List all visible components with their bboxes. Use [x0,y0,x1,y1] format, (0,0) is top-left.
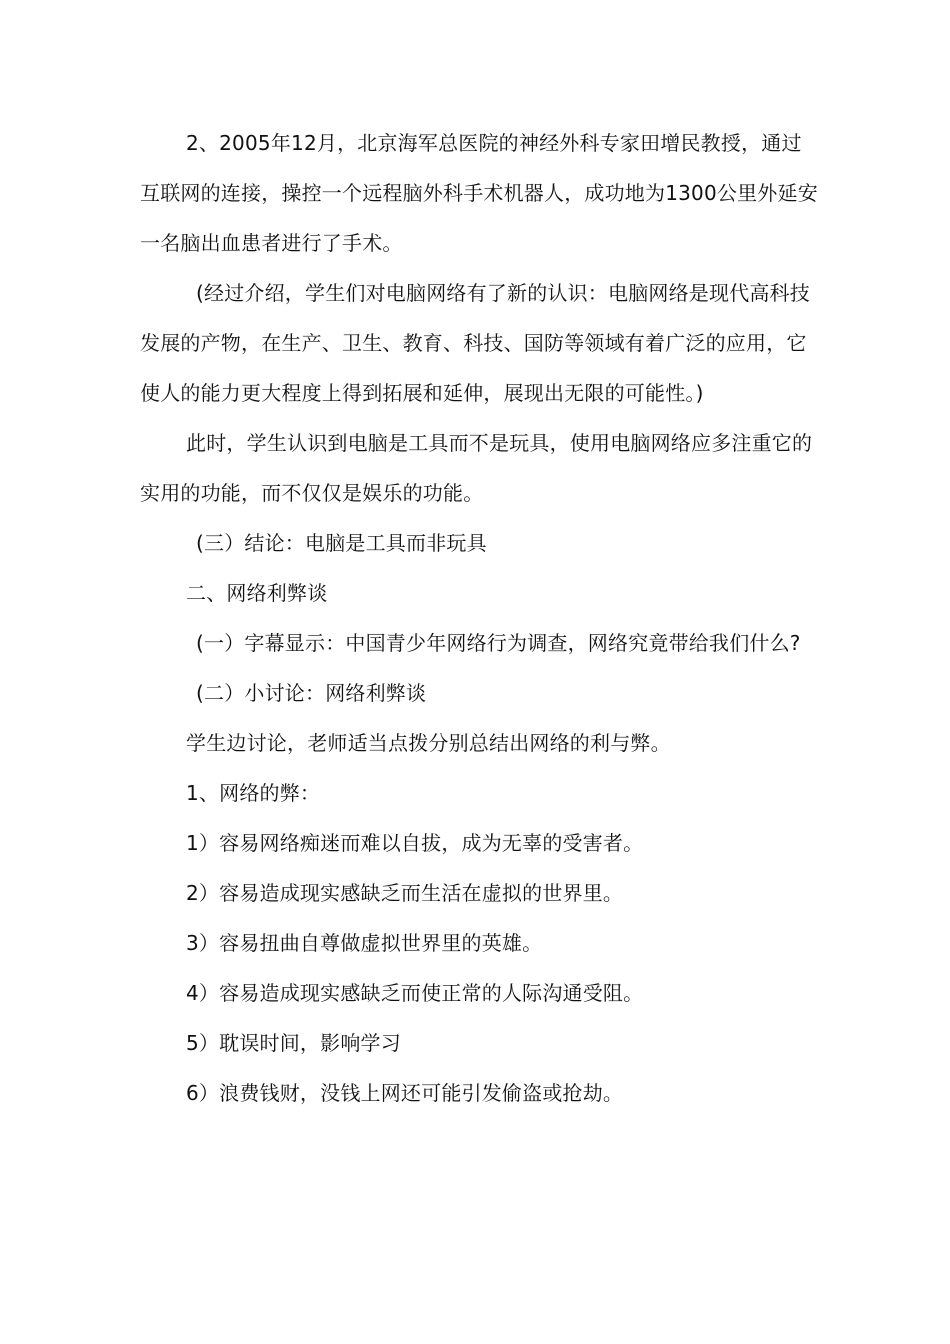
list-heading-network-harms: 1、网络的弊： [186,781,321,805]
paragraph-conclusion: (三）结论：电脑是工具而非玩具 [196,531,487,555]
paragraph-remote-surgery: 2、2005年12月，北京海军总医院的神经外科专家田增民教授，通过互联网的连接，操控一个远程脑外科手术机器人，成功地为1300公里外延安一名脑出血患者进行了手术。 [140,131,818,255]
document-body [140,118,820,1118]
paragraph-network-understanding: (经过介绍，学生们对电脑网络有了新的认识：电脑网络是现代高科技发展的产物，在生产、卫生、教育、科技、国防等领域有着广泛的应用，它使人的能力更大程度上得到拓展和延伸，展现出无限的可能性。) [140,281,811,405]
list-item: 3）容易扭曲自尊做虚拟世界里的英雄。 [186,931,543,955]
section-heading-network-pros-cons: 二、网络利弊谈 [186,581,328,605]
list-item: 6）浪费钱财，没钱上网还可能引发偷盗或抢劫。 [186,1081,624,1105]
list-item: 2）容易造成现实感缺乏而生活在虚拟的世界里。 [186,881,624,905]
list-item: 4）容易造成现实感缺乏而使正常的人际沟通受阻。 [186,981,644,1005]
paragraph-small-discussion: (二）小讨论：网络利弊谈 [196,681,427,705]
paragraph-subtitle-display: (一）字幕显示：中国青少年网络行为调查，网络究竟带给我们什么? [196,631,801,655]
list-item: 1）容易网络痴迷而难以自拔，成为无辜的受害者。 [186,831,644,855]
list-item: 5）耽误时间，影响学习 [186,1031,401,1055]
paragraph-student-discussion: 学生边讨论，老师适当点拨分别总结出网络的利与弊。 [186,731,671,755]
paragraph-computer-tool: 此时，学生认识到电脑是工具而不是玩具，使用电脑网络应多注重它的实用的功能，而不仅仅是娱乐的功能。 [140,431,813,505]
